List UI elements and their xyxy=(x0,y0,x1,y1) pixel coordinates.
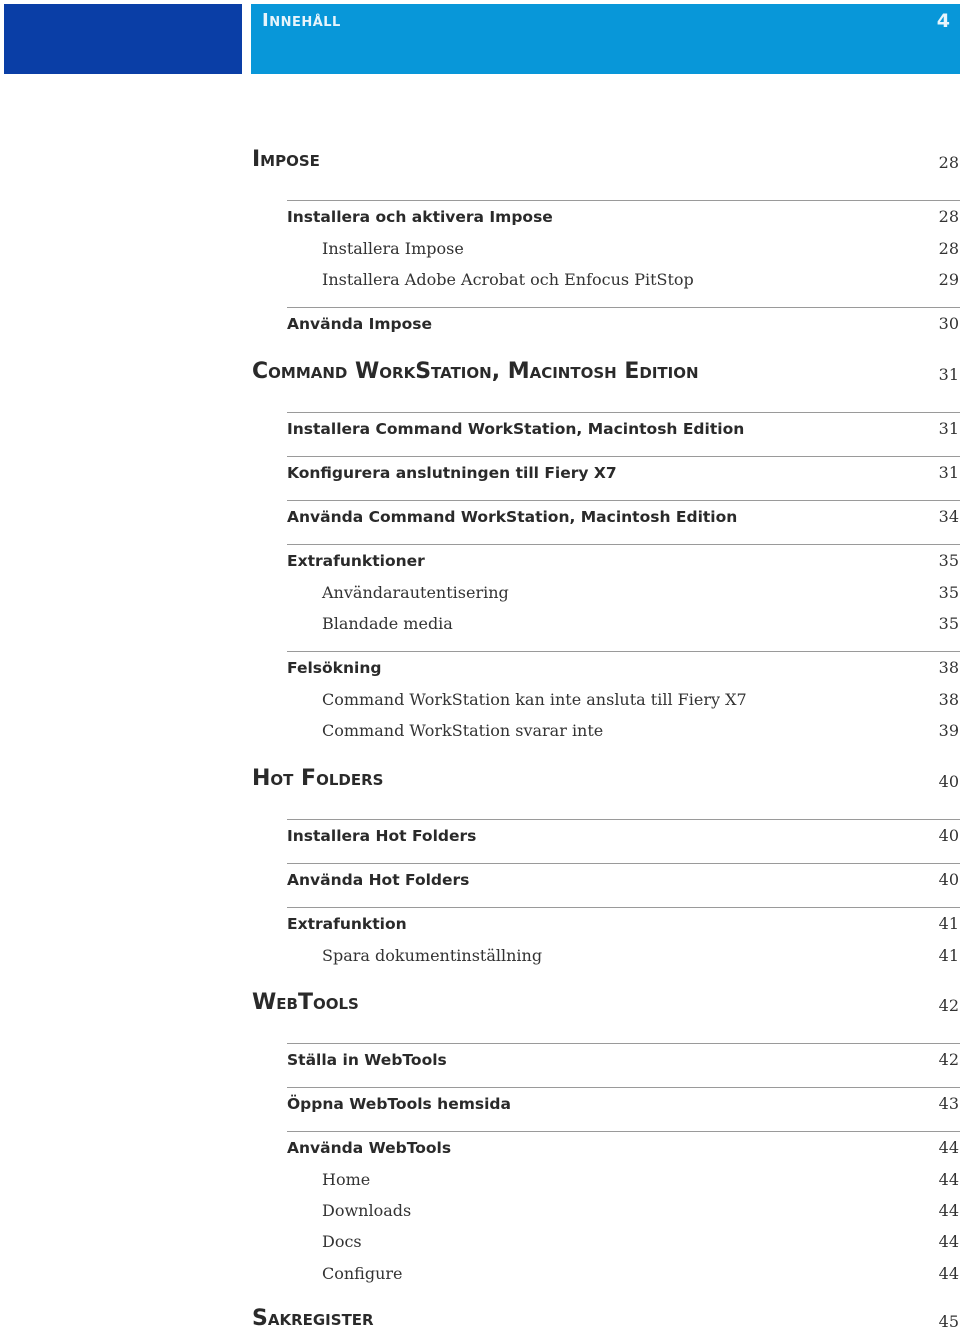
toc-entry-title: Använda WebTools xyxy=(287,1139,452,1157)
toc-subentry-spara[interactable] xyxy=(322,939,960,971)
toc-subentry-title: Installera Adobe Acrobat och Enfocus PitStop xyxy=(322,270,694,289)
toc-entry-title: Öppna WebTools hemsida xyxy=(287,1095,511,1113)
toc-page-number: 44 xyxy=(938,1170,959,1189)
toc-entry-title: Använda Command WorkStation, Macintosh Edition xyxy=(287,508,738,526)
toc-subentry-title: Downloads xyxy=(322,1201,412,1220)
toc-page-number: 35 xyxy=(938,583,959,602)
toc-entry-title: Använda Impose xyxy=(287,315,432,333)
toc-page-number: 42 xyxy=(938,1050,959,1069)
toc-entry-anvanda-webtools[interactable] xyxy=(287,1131,960,1163)
toc-subentry-title: Home xyxy=(322,1170,371,1189)
toc-entry-title: Ställa in WebTools xyxy=(287,1051,447,1069)
toc-page-number: 31 xyxy=(938,419,959,438)
toc-entry-title: Extrafunktioner xyxy=(287,552,425,570)
header-page-number: 4 xyxy=(936,10,950,32)
toc-entry-title: Installera och aktivera Impose xyxy=(287,208,553,226)
toc-page-number: 44 xyxy=(938,1264,959,1283)
toc-subentry-title: Blandade media xyxy=(322,614,453,633)
toc-page-number: 35 xyxy=(938,614,959,633)
toc-subentry-title: Command WorkStation kan inte ansluta till Fiery X7 xyxy=(322,690,747,709)
toc-entry-title: Felsökning xyxy=(287,659,382,677)
header-light-band xyxy=(251,4,960,74)
toc-section-sakregister[interactable] xyxy=(252,1305,960,1337)
toc-page-number: 30 xyxy=(938,314,959,333)
toc-subentry-anvandarautentisering[interactable] xyxy=(322,576,960,608)
toc-entry-installera-cws[interactable] xyxy=(287,412,960,444)
toc-entry-felsokning[interactable] xyxy=(287,651,960,683)
toc-subentry-downloads[interactable] xyxy=(322,1194,960,1226)
toc-subentry-title: Configure xyxy=(322,1264,403,1283)
toc-subentry-title: Installera Impose xyxy=(322,239,464,258)
toc-subentry-blandade-media[interactable] xyxy=(322,607,960,639)
toc-section-title: Impose xyxy=(252,147,320,172)
toc-section-hot-folders[interactable] xyxy=(252,765,960,797)
toc-subentry-installera-acrobat[interactable] xyxy=(322,263,960,295)
toc-section-cws[interactable] xyxy=(252,358,960,390)
toc-entry-title: Använda Hot Folders xyxy=(287,871,470,889)
toc-page-number: 43 xyxy=(938,1094,959,1113)
toc-page-number: 40 xyxy=(938,772,959,791)
toc-page-number: 28 xyxy=(938,153,959,172)
toc-page-number: 40 xyxy=(938,826,959,845)
toc-subentry-cws-kan-inte[interactable] xyxy=(322,683,960,715)
toc-section-title: WebTools xyxy=(252,990,359,1015)
toc-section-webtools[interactable] xyxy=(252,989,960,1021)
toc-section-title: Command WorkStation, Macintosh Edition xyxy=(252,359,699,384)
toc-entry-installera-hot[interactable] xyxy=(287,819,960,851)
header-title: Innehåll xyxy=(262,10,341,31)
toc-subentry-title: Användarautentisering xyxy=(322,583,509,602)
toc-section-title: Sakregister xyxy=(252,1306,374,1331)
toc-subentry-installera-impose[interactable] xyxy=(322,232,960,264)
toc-entry-extrafunktion[interactable] xyxy=(287,907,960,939)
toc-subentry-cws-svarar-inte[interactable] xyxy=(322,714,960,746)
toc-subentry-home[interactable] xyxy=(322,1163,960,1195)
toc-entry-title: Installera Hot Folders xyxy=(287,827,477,845)
toc-page-number: 44 xyxy=(938,1232,959,1251)
toc-entry-anvanda-impose[interactable] xyxy=(287,307,960,339)
toc-entry-title: Konfigurera anslutningen till Fiery X7 xyxy=(287,464,617,482)
toc-entry-anvanda-hot[interactable] xyxy=(287,863,960,895)
toc-page-number: 29 xyxy=(938,270,959,289)
toc-subentry-title: Docs xyxy=(322,1232,362,1251)
toc-page-number: 41 xyxy=(938,946,959,965)
toc-page-number: 35 xyxy=(938,551,959,570)
toc-page-number: 28 xyxy=(938,207,959,226)
toc-subentry-title: Spara dokumentinställning xyxy=(322,946,543,965)
toc-entry-title: Installera Command WorkStation, Macintosh Edition xyxy=(287,420,745,438)
toc-entry-title: Extrafunktion xyxy=(287,915,407,933)
toc-page-number: 39 xyxy=(938,721,959,740)
toc-entry-oppna[interactable] xyxy=(287,1087,960,1119)
toc-page-number: 44 xyxy=(938,1138,959,1157)
toc-page-number: 38 xyxy=(938,658,959,677)
toc-entry-stalla-in[interactable] xyxy=(287,1043,960,1075)
toc-page-number: 38 xyxy=(938,690,959,709)
toc-page-number: 28 xyxy=(938,239,959,258)
toc-page-number: 45 xyxy=(938,1312,959,1331)
toc-entry-konfigurera[interactable] xyxy=(287,456,960,488)
toc-section-title: Hot Folders xyxy=(252,766,384,791)
toc-entry-anvanda-cws[interactable] xyxy=(287,500,960,532)
toc-subentry-docs[interactable] xyxy=(322,1225,960,1257)
toc-page-number: 31 xyxy=(938,463,959,482)
toc-page-number: 44 xyxy=(938,1201,959,1220)
header-dark-band xyxy=(4,4,242,74)
toc-subentry-configure[interactable] xyxy=(322,1257,960,1289)
toc-entry-extrafunktioner[interactable] xyxy=(287,544,960,576)
toc-subentry-title: Command WorkStation svarar inte xyxy=(322,721,604,740)
toc-page-number: 31 xyxy=(938,365,959,384)
toc-page-number: 34 xyxy=(938,507,959,526)
toc-page-number: 41 xyxy=(938,914,959,933)
toc-page-number: 40 xyxy=(938,870,959,889)
toc-entry-installera-aktivera[interactable] xyxy=(287,200,960,232)
toc-page-number: 42 xyxy=(938,996,959,1015)
toc-section-impose[interactable] xyxy=(252,146,960,178)
